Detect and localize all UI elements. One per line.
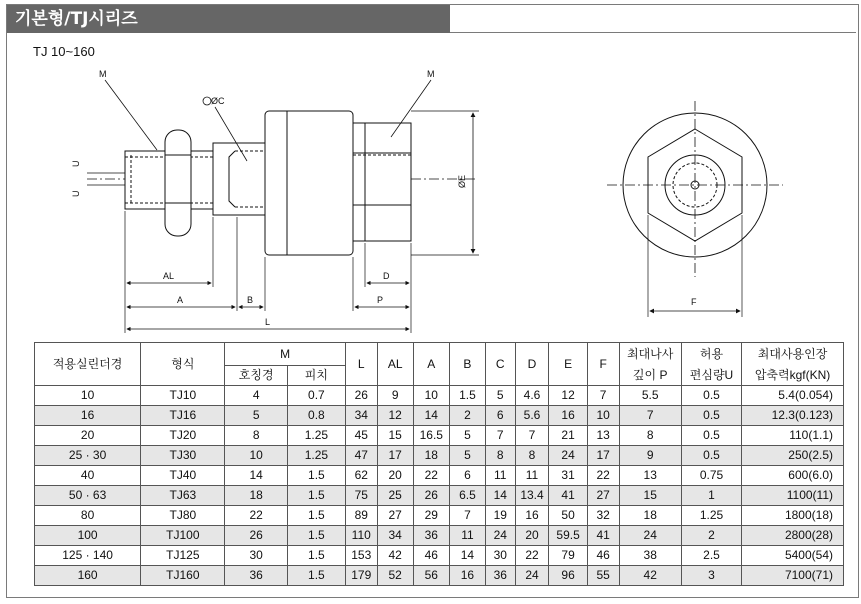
- cell-f: 22: [587, 466, 619, 486]
- cell-force: 600(6.0): [742, 466, 844, 486]
- l-label: L: [265, 317, 271, 327]
- cell-l: 110: [345, 526, 377, 546]
- table-row: [35, 546, 844, 566]
- cell-d: 20: [515, 526, 549, 546]
- cell-al: 25: [377, 486, 413, 506]
- cell-cyl: 125 · 140: [35, 546, 141, 566]
- cell-p: 24: [619, 526, 681, 546]
- cell-model: TJ125: [141, 546, 225, 566]
- cell-a: 29: [413, 506, 449, 526]
- cell-force: 5400(54): [742, 546, 844, 566]
- cell-b: 5: [449, 426, 485, 446]
- cell-cyl: 100: [35, 526, 141, 546]
- cell-d: 16: [515, 506, 549, 526]
- col-eccentricity: 허용: [681, 343, 741, 366]
- cell-l: 89: [345, 506, 377, 526]
- cell-m2: 1.25: [287, 426, 345, 446]
- u-label: U: [71, 190, 81, 197]
- cell-a: 56: [413, 566, 449, 586]
- right-hex-nut: [353, 123, 411, 241]
- cell-d: 11: [515, 466, 549, 486]
- diameter-e-dimension: [411, 111, 479, 255]
- f-label: F: [691, 297, 697, 307]
- cell-model: TJ160: [141, 566, 225, 586]
- cell-l: 45: [345, 426, 377, 446]
- col-d: D: [515, 343, 549, 386]
- cell-b: 11: [449, 526, 485, 546]
- cell-c: 36: [485, 566, 515, 586]
- cell-force: 1800(18): [742, 506, 844, 526]
- cell-a: 26: [413, 486, 449, 506]
- col-m: M: [225, 343, 345, 366]
- cell-b: 2: [449, 406, 485, 426]
- cell-d: 7: [515, 426, 549, 446]
- cell-d: 24: [515, 566, 549, 586]
- col-model: 형식: [141, 343, 225, 386]
- cell-f: 10: [587, 406, 619, 426]
- col-eccentricity-u: 편심량U: [681, 366, 741, 386]
- cell-p: 15: [619, 486, 681, 506]
- joint-body: [265, 111, 353, 255]
- cell-l: 47: [345, 446, 377, 466]
- cell-f: 13: [587, 426, 619, 446]
- table-row: [35, 526, 844, 546]
- cell-d: 13.4: [515, 486, 549, 506]
- cell-m1: 4: [225, 386, 287, 406]
- cell-m2: 1.5: [287, 546, 345, 566]
- cell-f: 46: [587, 546, 619, 566]
- cell-e: 96: [549, 566, 587, 586]
- cell-al: 15: [377, 426, 413, 446]
- d-label: D: [383, 271, 390, 281]
- col-force-unit: 압축력kgf(KN): [742, 366, 844, 386]
- cell-m1: 8: [225, 426, 287, 446]
- al-label: AL: [163, 271, 175, 281]
- cell-u: 1: [681, 486, 741, 506]
- cell-force: 1100(11): [742, 486, 844, 506]
- p-label: P: [377, 295, 384, 305]
- cell-u: 2: [681, 526, 741, 546]
- cell-m1: 36: [225, 566, 287, 586]
- col-m-nominal: 호칭경: [225, 366, 287, 386]
- cell-m2: 1.5: [287, 566, 345, 586]
- cell-model: TJ20: [141, 426, 225, 446]
- cell-e: 12: [549, 386, 587, 406]
- table-row: [35, 506, 844, 526]
- col-m-pitch: 피치: [287, 366, 345, 386]
- cell-cyl: 20: [35, 426, 141, 446]
- cell-model: TJ40: [141, 466, 225, 486]
- cell-f: 17: [587, 446, 619, 466]
- cell-b: 6: [449, 466, 485, 486]
- u-label: U: [71, 160, 81, 167]
- cell-a: 22: [413, 466, 449, 486]
- table-row: [35, 406, 844, 426]
- cell-d: 22: [515, 546, 549, 566]
- b-label: B: [247, 295, 254, 305]
- cell-m1: 5: [225, 406, 287, 426]
- cell-u: 0.75: [681, 466, 741, 486]
- catalog-page: [6, 4, 859, 598]
- lock-nut: [165, 130, 191, 236]
- table-row: [35, 486, 844, 506]
- cell-l: 62: [345, 466, 377, 486]
- thread-m-right-label: M: [427, 69, 435, 79]
- col-b: B: [449, 343, 485, 386]
- cell-a: 36: [413, 526, 449, 546]
- cell-al: 42: [377, 546, 413, 566]
- cell-f: 41: [587, 526, 619, 546]
- cell-al: 20: [377, 466, 413, 486]
- cell-f: 27: [587, 486, 619, 506]
- cell-l: 75: [345, 486, 377, 506]
- cell-d: 4.6: [515, 386, 549, 406]
- hex-c-label: ØC: [211, 96, 225, 106]
- cell-m2: 1.5: [287, 526, 345, 546]
- cell-e: 50: [549, 506, 587, 526]
- cell-a: 46: [413, 546, 449, 566]
- cell-b: 14: [449, 546, 485, 566]
- cell-b: 6.5: [449, 486, 485, 506]
- cell-force: 5.4(0.054): [742, 386, 844, 406]
- cell-cyl: 40: [35, 466, 141, 486]
- spec-table: [34, 342, 844, 586]
- cell-al: 52: [377, 566, 413, 586]
- cell-u: 1.25: [681, 506, 741, 526]
- cell-l: 26: [345, 386, 377, 406]
- technical-drawing: [7, 5, 858, 340]
- a-label: A: [177, 295, 184, 305]
- cell-p: 9: [619, 446, 681, 466]
- cell-f: 55: [587, 566, 619, 586]
- cell-p: 18: [619, 506, 681, 526]
- cell-c: 8: [485, 446, 515, 466]
- cell-m2: 1.25: [287, 446, 345, 466]
- thread-m-left-label: M: [99, 69, 107, 79]
- hex-socket: [213, 143, 265, 215]
- cell-u: 0.5: [681, 406, 741, 426]
- spec-table-body: [35, 386, 844, 586]
- cell-l: 153: [345, 546, 377, 566]
- table-row: [35, 566, 844, 586]
- cell-model: TJ16: [141, 406, 225, 426]
- cell-m1: 18: [225, 486, 287, 506]
- cell-b: 5: [449, 446, 485, 466]
- cell-u: 0.5: [681, 426, 741, 446]
- cell-cyl: 80: [35, 506, 141, 526]
- cell-u: 0.5: [681, 386, 741, 406]
- cell-c: 7: [485, 426, 515, 446]
- cell-e: 21: [549, 426, 587, 446]
- cell-al: 27: [377, 506, 413, 526]
- cell-cyl: 50 · 63: [35, 486, 141, 506]
- e-label: ØE: [457, 174, 467, 188]
- cell-model: TJ63: [141, 486, 225, 506]
- cell-d: 8: [515, 446, 549, 466]
- table-row: [35, 466, 844, 486]
- cell-p: 5.5: [619, 386, 681, 406]
- cell-p: 38: [619, 546, 681, 566]
- cell-e: 24: [549, 446, 587, 466]
- cell-m2: 0.8: [287, 406, 345, 426]
- section-title: 기본형/TJ시리즈: [7, 5, 450, 33]
- col-cylinder: 적용실린더경: [35, 343, 141, 386]
- cell-cyl: 160: [35, 566, 141, 586]
- cell-d: 5.6: [515, 406, 549, 426]
- cell-m1: 30: [225, 546, 287, 566]
- cell-al: 17: [377, 446, 413, 466]
- cell-e: 79: [549, 546, 587, 566]
- cell-force: 7100(71): [742, 566, 844, 586]
- hex-symbol-icon: [203, 97, 211, 105]
- cell-u: 3: [681, 566, 741, 586]
- cell-cyl: 25 · 30: [35, 446, 141, 466]
- cell-force: 250(2.5): [742, 446, 844, 466]
- eccentricity-u-dimension: [71, 161, 125, 198]
- cell-b: 16: [449, 566, 485, 586]
- cell-force: 110(1.1): [742, 426, 844, 446]
- cell-f: 32: [587, 506, 619, 526]
- cell-p: 8: [619, 426, 681, 446]
- cell-l: 34: [345, 406, 377, 426]
- col-a: A: [413, 343, 449, 386]
- cell-model: TJ30: [141, 446, 225, 466]
- leader-line: [105, 80, 157, 150]
- cell-e: 41: [549, 486, 587, 506]
- cell-a: 10: [413, 386, 449, 406]
- cell-p: 7: [619, 406, 681, 426]
- col-f: F: [587, 343, 619, 386]
- cell-cyl: 16: [35, 406, 141, 426]
- cell-c: 6: [485, 406, 515, 426]
- cell-e: 16: [549, 406, 587, 426]
- cell-u: 0.5: [681, 446, 741, 466]
- cell-a: 18: [413, 446, 449, 466]
- cell-b: 1.5: [449, 386, 485, 406]
- series-range-label: TJ 10~160: [33, 44, 95, 59]
- cell-c: 14: [485, 486, 515, 506]
- cell-m1: 14: [225, 466, 287, 486]
- cell-m1: 26: [225, 526, 287, 546]
- table-row: [35, 446, 844, 466]
- cell-c: 24: [485, 526, 515, 546]
- cell-cyl: 10: [35, 386, 141, 406]
- col-l: L: [345, 343, 377, 386]
- cell-a: 16.5: [413, 426, 449, 446]
- table-row: [35, 426, 844, 446]
- cell-u: 2.5: [681, 546, 741, 566]
- cell-b: 7: [449, 506, 485, 526]
- cell-c: 19: [485, 506, 515, 526]
- cell-al: 34: [377, 526, 413, 546]
- cell-model: TJ10: [141, 386, 225, 406]
- col-force: 최대사용인장: [742, 343, 844, 366]
- cell-a: 14: [413, 406, 449, 426]
- cell-e: 31: [549, 466, 587, 486]
- col-depth: 최대나사: [619, 343, 681, 366]
- cell-force: 2800(28): [742, 526, 844, 546]
- col-e: E: [549, 343, 587, 386]
- cell-m1: 22: [225, 506, 287, 526]
- end-view: [607, 101, 783, 317]
- cell-p: 42: [619, 566, 681, 586]
- cell-f: 7: [587, 386, 619, 406]
- cell-model: TJ80: [141, 506, 225, 526]
- cell-c: 11: [485, 466, 515, 486]
- cell-force: 12.3(0.123): [742, 406, 844, 426]
- cell-m2: 1.5: [287, 466, 345, 486]
- cell-e: 59.5: [549, 526, 587, 546]
- cell-l: 179: [345, 566, 377, 586]
- cell-al: 12: [377, 406, 413, 426]
- cell-m2: 1.5: [287, 506, 345, 526]
- cell-p: 13: [619, 466, 681, 486]
- cell-al: 9: [377, 386, 413, 406]
- col-depth-p: 깊이 P: [619, 366, 681, 386]
- col-al: AL: [377, 343, 413, 386]
- cell-c: 30: [485, 546, 515, 566]
- table-row: [35, 386, 844, 406]
- cell-model: TJ100: [141, 526, 225, 546]
- cell-m1: 10: [225, 446, 287, 466]
- cell-c: 5: [485, 386, 515, 406]
- col-c: C: [485, 343, 515, 386]
- cell-m2: 1.5: [287, 486, 345, 506]
- cell-m2: 0.7: [287, 386, 345, 406]
